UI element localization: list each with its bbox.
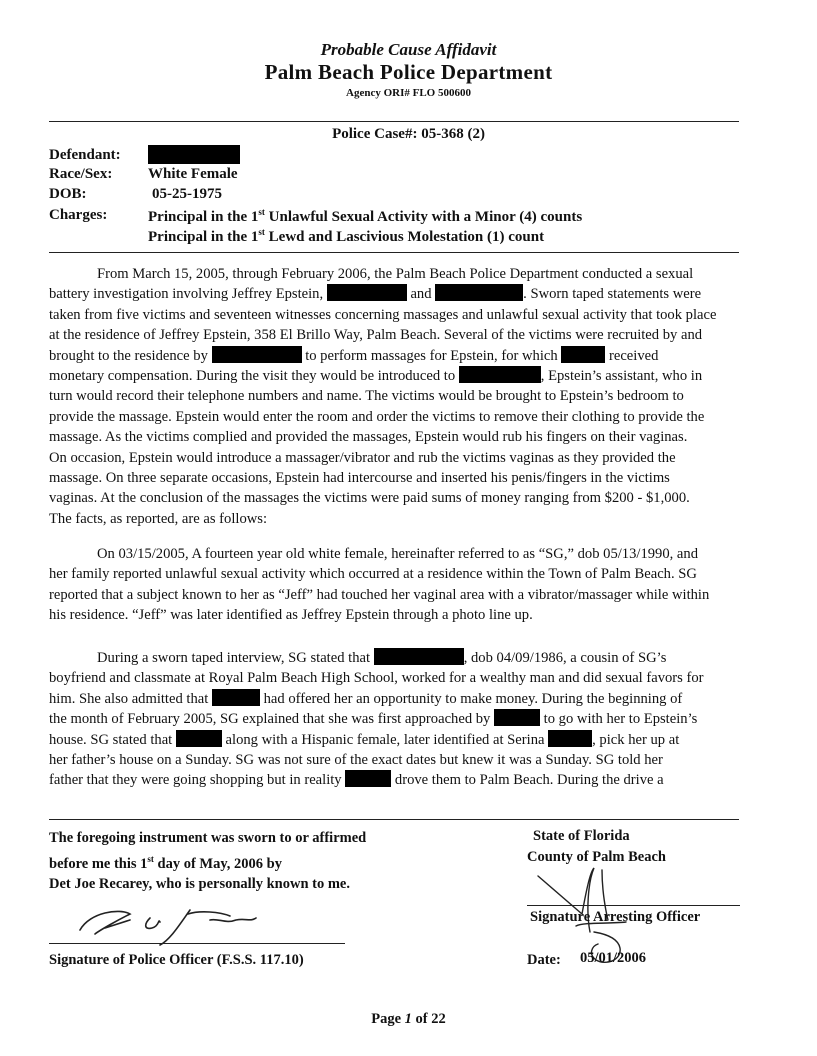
state-label: State of Florida (533, 828, 630, 844)
sworn-statement (49, 828, 366, 894)
charge-2-prefix: Principal in the 1 (148, 229, 259, 245)
charge-line-2 (148, 227, 544, 246)
arresting-signature-label: Signature Arresting Officer (530, 909, 701, 925)
defendant-redaction (148, 145, 240, 164)
p1-line: turn would record their telephone numbers and name. The victims would be brought to Epstein’s bedroom to (49, 388, 684, 405)
redaction (212, 346, 302, 363)
p1-line: massage. On three separate occasions, Epstein had intercourse and inserted his penis/fingers in the victims (49, 470, 670, 487)
officer-signature-label: Signature of Police Officer (F.S.S. 117.10) (49, 952, 304, 968)
officer-signature-line (49, 943, 345, 944)
race-sex-value: White Female (148, 166, 238, 182)
p1-line: On occasion, Epstein would introduce a massager/vibrator and rub the victims vaginas as they provided the (49, 449, 676, 466)
p3-line: boyfriend and classmate at Royal Palm Beach High School, worked for a wealthy man and did sexual favors for (49, 670, 704, 687)
p1-line: From March 15, 2005, through February 2006, the Palm Beach Police Department conducted a sexual (97, 266, 694, 282)
dob-value: 05-25-1975 (152, 186, 222, 202)
p3-line: the month of February 2005, SG explained that she was first approached by to go with her to Epstein’s (49, 711, 698, 728)
header-rule-bottom (49, 252, 739, 253)
sworn-line-1: The foregoing instrument was sworn to or affirmed (49, 830, 367, 846)
police-officer-signature (60, 890, 280, 950)
department-name: Palm Beach Police Department (264, 60, 553, 84)
redaction (176, 730, 222, 747)
charge-1-prefix: Principal in the 1 (148, 209, 259, 225)
charge-1-text: Unlawful Sexual Activity with a Minor (4) counts (264, 209, 583, 225)
redaction (374, 648, 464, 665)
charge-2-text: Lewd and Lascivious Molestation (1) count (264, 229, 545, 245)
sworn-line-3: Det Joe Recarey, who is personally known to me. (49, 875, 350, 892)
redaction (494, 709, 540, 726)
p3-line: her father’s house on a Sunday. SG was not sure of the exact dates but knew it was a Sunday. SG told her (49, 752, 663, 769)
charge-1-ordinal: st (258, 207, 265, 217)
sworn-ordinal: st (147, 853, 154, 864)
narrative-paragraph-2 (49, 544, 769, 626)
p1-line: battery investigation involving Jeffrey Epstein, and . Sworn taped statements were (49, 286, 702, 303)
redaction (561, 346, 605, 363)
p1-line: brought to the residence by to perform massages for Epstein, for which received (49, 347, 659, 364)
arresting-signature-line (527, 905, 740, 906)
p1-line: monetary compensation. During the visit they would be introduced to , Epstein’s assistant, who in (49, 368, 703, 385)
p1-line: The facts, as reported, are as follows: (49, 510, 268, 527)
p2-line: her family reported unlawful sexual activity which occurred at a residence within the Town of Palm Beach. SG (49, 566, 697, 583)
redaction (548, 730, 592, 747)
sworn-line-2: before me this 1st day of May, 2006 by (49, 853, 282, 872)
document-title: Probable Cause Affidavit (320, 40, 497, 59)
p1-line: taken from five victims and seventeen witnesses concerning massages and unlawful sexual activity that took place (49, 306, 717, 323)
p1-line: at the residence of Jeffrey Epstein, 358 El Brillo Way, Palm Beach. Several of the victims were recruited by and (49, 327, 703, 344)
charge-line-1 (148, 207, 582, 226)
page-number: Page 1 of 22 (371, 1011, 446, 1027)
case-number: Police Case#: 05-368 (2) (332, 126, 485, 142)
agency-ori: Agency ORI# FLO 500600 (346, 87, 471, 99)
redaction (459, 366, 541, 383)
footer-rule (49, 819, 739, 820)
county-label: County of Palm Beach (527, 849, 666, 865)
p3-line: father that they were going shopping but in reality drove them to Palm Beach. During the drive a (49, 772, 664, 789)
p3-line: During a sworn taped interview, SG stated that , dob 04/09/1986, a cousin of SG’s (97, 650, 667, 666)
defendant-label: Defendant: (49, 147, 121, 163)
p1-line: massage. As the victims complied and provided the massages, Epstein would rub his fingers on their vaginas. (49, 429, 688, 446)
narrative-paragraph-1 (49, 264, 769, 529)
p3-line: him. She also admitted that had offered her an opportunity to make money. During the beginning of (49, 690, 683, 707)
p2-line: On 03/15/2005, A fourteen year old white female, hereinafter referred to as “SG,” dob 05/13/1990, and (97, 546, 698, 562)
p2-line: reported that a subject known to her as “Jeff” had touched her vaginal area with a vibrator/massager while within (49, 586, 710, 603)
p1-line: provide the massage. Epstein would enter the room and order the victims to remove their clothing to provide the (49, 408, 705, 425)
date-value: 05/01/2006 (580, 950, 647, 966)
charges-label: Charges: (49, 207, 108, 223)
redaction (212, 689, 260, 706)
date-label: Date: (527, 952, 561, 968)
redaction (435, 284, 523, 301)
redaction (327, 284, 407, 301)
narrative-paragraph-3 (49, 648, 769, 791)
dob-label: DOB: (49, 186, 87, 202)
p2-line: his residence. “Jeff” was later identified as Jeffrey Epstein through a photo line up. (49, 607, 533, 624)
redaction (345, 770, 391, 787)
p1-line: vaginas. At the conclusion of the massages the victims were paid sums of money ranging from $200 - $1,000. (49, 490, 690, 507)
race-sex-label: Race/Sex: (49, 166, 113, 182)
p3-line: house. SG stated that along with a Hispanic female, later identified at Serina , pick her up at (49, 731, 680, 748)
header-rule-top (49, 121, 739, 122)
charge-2-ordinal: st (258, 227, 265, 237)
